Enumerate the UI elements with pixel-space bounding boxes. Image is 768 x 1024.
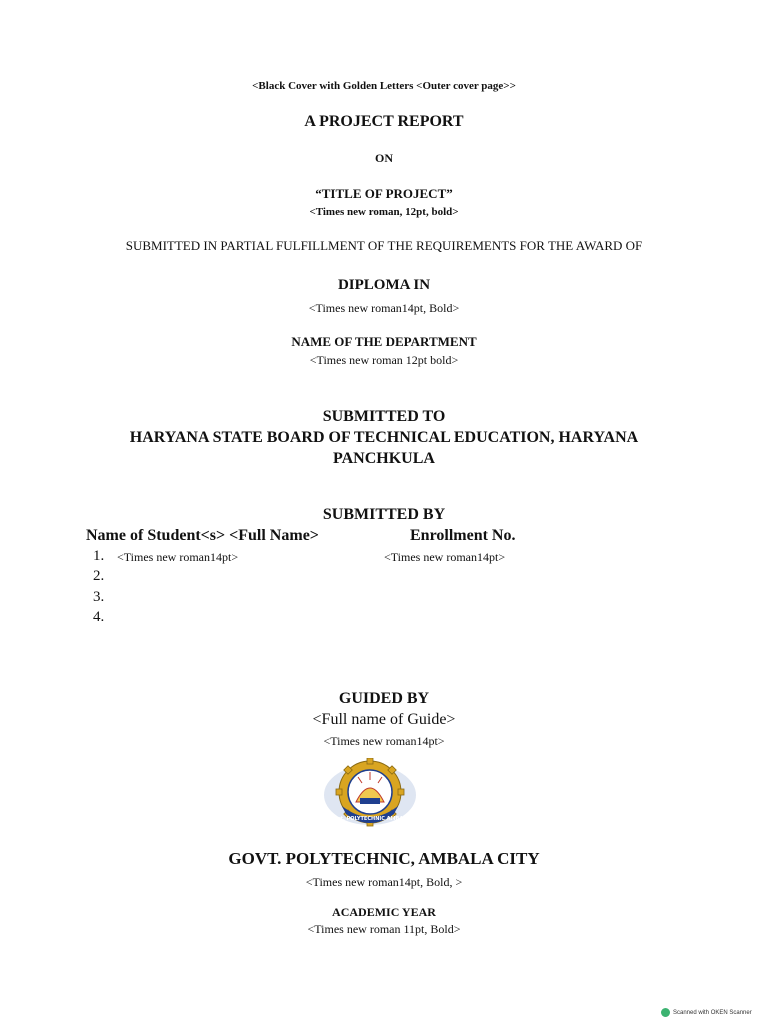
project-title-format: <Times new roman, 12pt, bold>	[309, 206, 459, 218]
academic-year-format: <Times new roman 11pt, Bold>	[307, 922, 461, 936]
department-format: <Times new roman 12pt bold>	[309, 353, 459, 367]
student-row-number: 2.	[93, 568, 105, 584]
academic-year: ACADEMIC YEAR	[332, 905, 436, 919]
submitted-by-heading: SUBMITTED BY	[322, 506, 446, 523]
scanner-logo-icon	[661, 1008, 670, 1017]
on-text: ON	[375, 151, 393, 165]
logo-text: Govt. POLYTECHNIC AMBALA	[329, 816, 411, 822]
fulfillment-text: SUBMITTED IN PARTIAL FULFILLMENT OF THE REQUIREMENTS FOR THE AWARD OF	[125, 238, 643, 253]
guide-format: <Times new roman14pt>	[323, 734, 445, 748]
institute-name: GOVT. POLYTECHNIC, AMBALA CITY	[228, 849, 540, 868]
scanner-watermark-text: Scanned with OKEN Scanner	[673, 1009, 752, 1016]
student-row-number: 4.	[93, 609, 105, 625]
project-title: “TITLE OF PROJECT”	[315, 186, 453, 201]
scanner-watermark	[661, 1008, 752, 1017]
guided-by-heading: GUIDED BY	[338, 690, 430, 707]
student-row-number: 1.	[93, 548, 105, 564]
cover-note: <Black Cover with Golden Letters <Outer cover page>>	[252, 80, 516, 92]
student-row-number: 3.	[93, 589, 105, 605]
department-name: NAME OF THE DEPARTMENT	[291, 334, 477, 349]
board-name: HARYANA STATE BOARD OF TECHNICAL EDUCATION, HARYANA	[129, 429, 639, 446]
college-logo	[322, 758, 418, 830]
student-row-name: <Times new roman14pt>	[117, 550, 239, 564]
enrollment-header: Enrollment No.	[410, 527, 516, 544]
student-name-header: Name of Student<s> <Full Name>	[86, 527, 319, 544]
student-row-enrollment: <Times new roman14pt>	[384, 550, 506, 564]
guide-name: <Full name of Guide>	[312, 711, 456, 728]
institute-format: <Times new roman14pt, Bold, >	[305, 875, 463, 889]
board-city: PANCHKULA	[333, 450, 435, 467]
diploma-heading: DIPLOMA IN	[337, 277, 431, 293]
diploma-format: <Times new roman14pt, Bold>	[308, 301, 460, 315]
submitted-to-heading: SUBMITTED TO	[322, 408, 446, 425]
report-heading: A PROJECT REPORT	[304, 113, 464, 130]
